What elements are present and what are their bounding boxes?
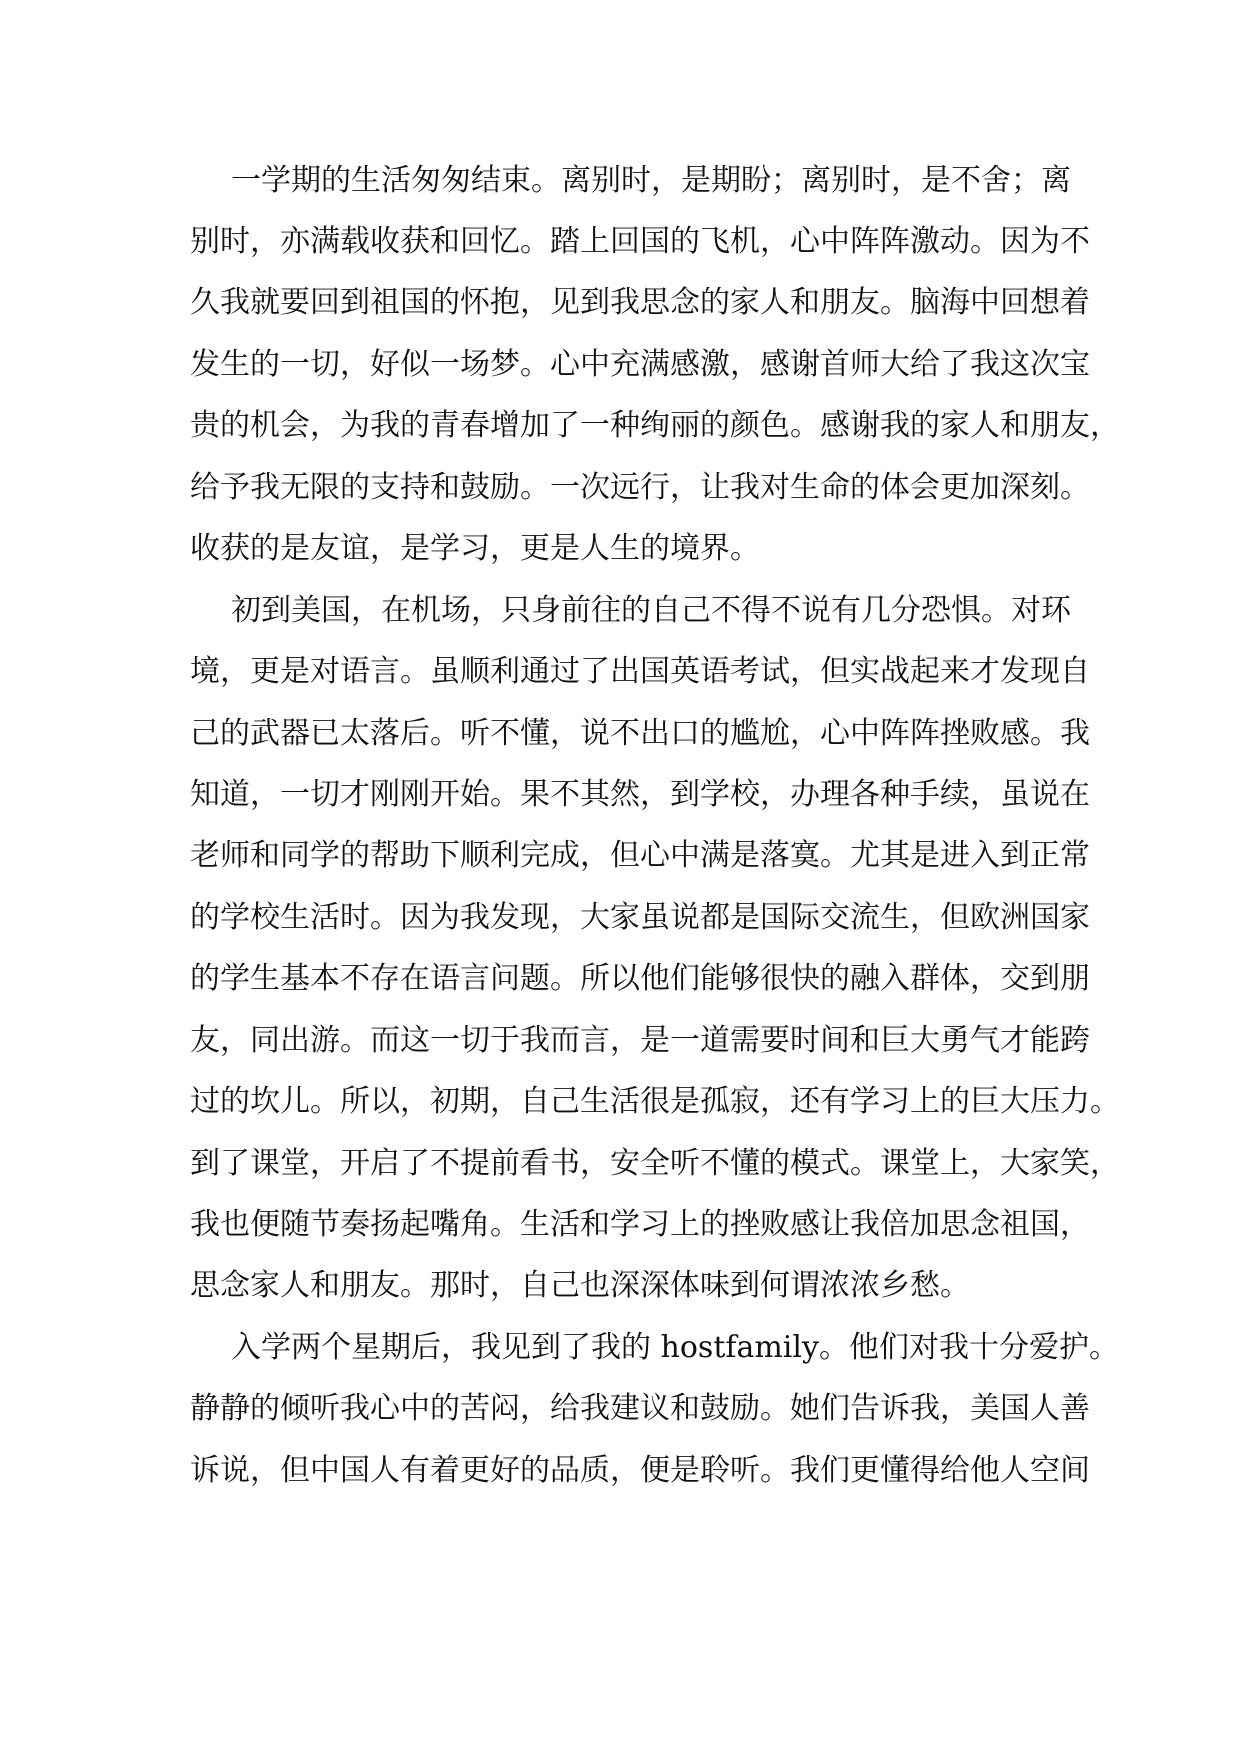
paragraph-line: 入学两个星期后，我见到了我的 hostfamily。他们对我十分爱护。 bbox=[231, 1330, 1119, 1365]
paragraph-line: 给予我无限的支持和鼓励。一次远行，让我对生命的体会更加深刻。 bbox=[190, 470, 1090, 505]
paragraph-line: 友，同出游。而这一切于我而言，是一道需要时间和巨大勇气才能跨 bbox=[190, 1023, 1090, 1058]
paragraph-line: 己的武器已太落后。听不懂，说不出口的尴尬，心中阵阵挫败感。我 bbox=[190, 716, 1090, 751]
paragraph-line: 我也便随节奏扬起嘴角。生活和学习上的挫败感让我倍加思念祖国， bbox=[190, 1207, 1090, 1242]
paragraph-line: 别时，亦满载收获和回忆。踏上回国的飞机，心中阵阵激动。因为不 bbox=[190, 224, 1090, 259]
paragraph-line: 到了课堂，开启了不提前看书，安全听不懂的模式。课堂上，大家笑， bbox=[190, 1146, 1120, 1181]
paragraph-line: 的学生基本不存在语言问题。所以他们能够很快的融入群体，交到朋 bbox=[190, 961, 1090, 996]
paragraph-line: 一学期的生活匆匆结束。离别时，是期盼；离别时，是不舍；离 bbox=[231, 163, 1071, 198]
paragraph-line: 贵的机会，为我的青春增加了一种绚丽的颜色。感谢我的家人和朋友， bbox=[190, 408, 1120, 443]
paragraph-line: 久我就要回到祖国的怀抱，见到我思念的家人和朋友。脑海中回想着 bbox=[190, 285, 1090, 320]
paragraph-line: 初到美国，在机场，只身前往的自己不得不说有几分恐惧。对环 bbox=[231, 593, 1071, 628]
paragraph-line: 过的坎儿。所以，初期，自己生活很是孤寂，还有学习上的巨大压力。 bbox=[190, 1084, 1120, 1119]
paragraph-line: 发生的一切，好似一场梦。心中充满感激，感谢首师大给了我这次宝 bbox=[190, 347, 1090, 382]
paragraph-line: 诉说，但中国人有着更好的品质，便是聆听。我们更懂得给他人空间 bbox=[190, 1453, 1090, 1488]
paragraph-line: 静静的倾听我心中的苦闷，给我建议和鼓励。她们告诉我，美国人善 bbox=[190, 1391, 1090, 1426]
paragraph-line: 思念家人和朋友。那时，自己也深深体味到何谓浓浓乡愁。 bbox=[190, 1268, 970, 1303]
paragraph-line: 境，更是对语言。虽顺利通过了出国英语考试，但实战起来才发现自 bbox=[190, 654, 1090, 689]
paragraph-line: 的学校生活时。因为我发现，大家虽说都是国际交流生，但欧洲国家 bbox=[190, 900, 1090, 935]
paragraph-line: 老师和同学的帮助下顺利完成，但心中满是落寞。尤其是进入到正常 bbox=[190, 838, 1090, 873]
paragraph-line: 知道，一切才刚刚开始。果不其然，到学校，办理各种手续，虽说在 bbox=[190, 777, 1090, 812]
paragraph-line: 收获的是友谊，是学习，更是人生的境界。 bbox=[190, 531, 760, 566]
